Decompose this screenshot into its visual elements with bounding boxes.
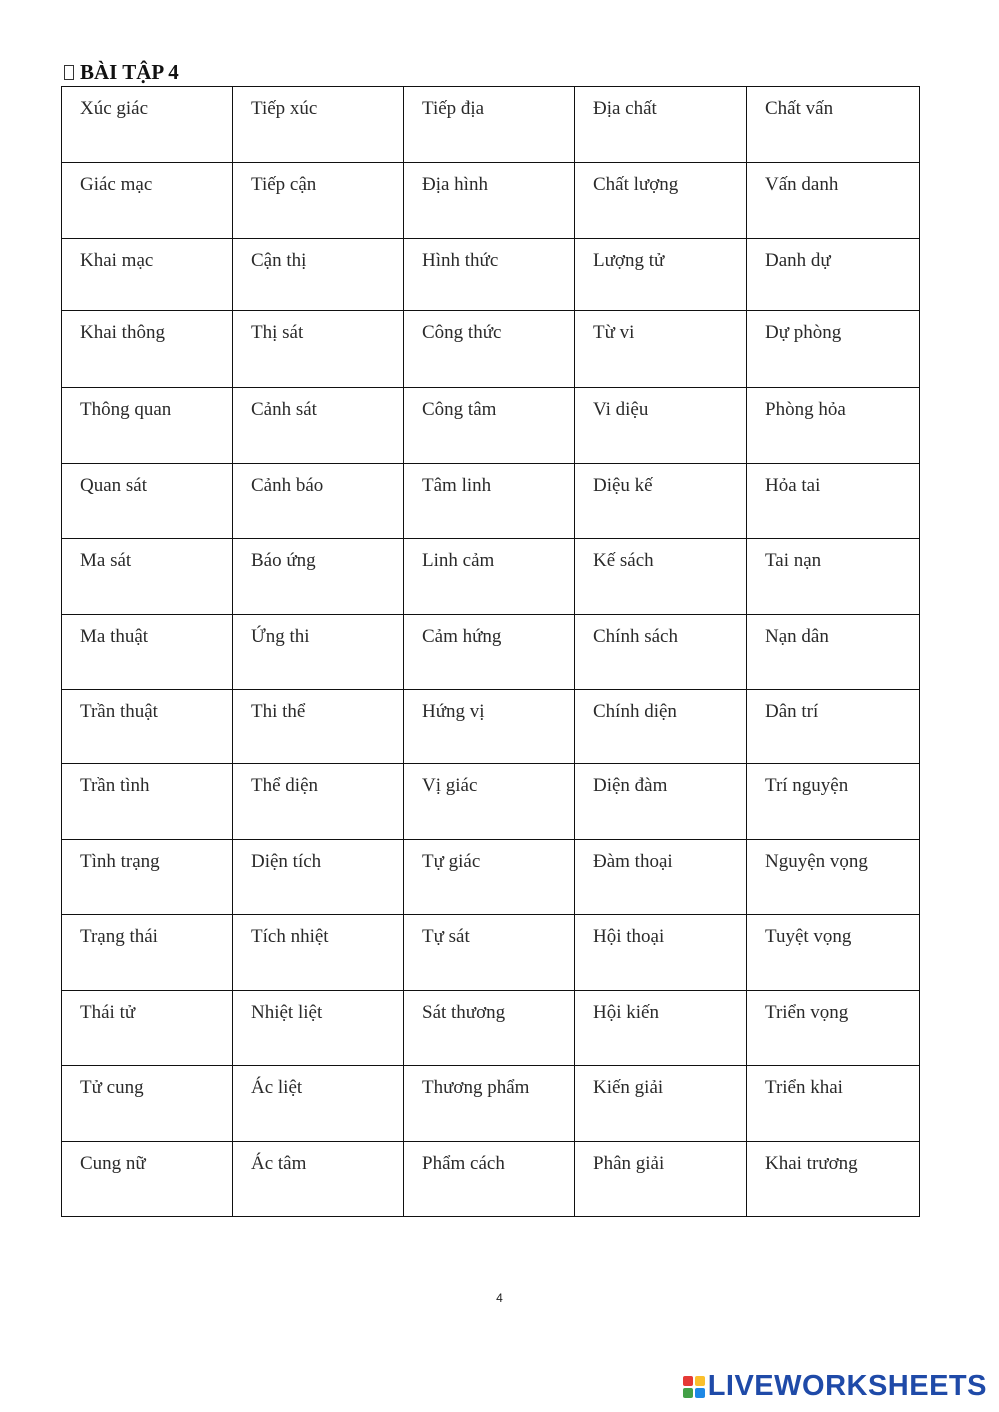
table-row	[62, 915, 920, 991]
table-cell: Công thức	[404, 311, 575, 388]
word-table	[61, 86, 920, 1217]
table-cell: Trạng thái	[62, 915, 233, 991]
table-cell: Chính sách	[575, 615, 747, 690]
table-cell: Danh dự	[747, 239, 920, 311]
table-cell: Hình thức	[404, 239, 575, 311]
table-cell: Địa chất	[575, 87, 747, 163]
table-cell: Tiếp xúc	[233, 87, 404, 163]
liveworksheets-brand	[683, 1370, 987, 1403]
table-row	[62, 464, 920, 539]
table-row	[62, 388, 920, 464]
table-cell: Phẩm cách	[404, 1142, 575, 1217]
table-cell: Khai trương	[747, 1142, 920, 1217]
table-row	[62, 690, 920, 764]
table-cell: Tiếp địa	[404, 87, 575, 163]
table-cell: Diện tích	[233, 840, 404, 915]
table-cell: Thái tử	[62, 991, 233, 1066]
table-cell: Cảm hứng	[404, 615, 575, 690]
table-cell: Công tâm	[404, 388, 575, 464]
table-cell: Từ vi	[575, 311, 747, 388]
table-cell: Chính diện	[575, 690, 747, 764]
exercise-heading	[64, 60, 179, 85]
table-row	[62, 87, 920, 163]
page-number: 4	[496, 1291, 503, 1305]
table-row	[62, 163, 920, 239]
table-cell: Khai mạc	[62, 239, 233, 311]
table-row	[62, 311, 920, 388]
table-cell: Sát thương	[404, 991, 575, 1066]
table-cell: Đàm thoại	[575, 840, 747, 915]
table-cell: Kiến giải	[575, 1066, 747, 1142]
table-row	[62, 615, 920, 690]
table-row	[62, 539, 920, 615]
table-cell: Tự giác	[404, 840, 575, 915]
table-cell: Tai nạn	[747, 539, 920, 615]
table-cell: Tự sát	[404, 915, 575, 991]
table-cell: Nạn dân	[747, 615, 920, 690]
table-cell: Ma thuật	[62, 615, 233, 690]
table-row	[62, 764, 920, 840]
brand-name: LIVEWORKSHEETS	[707, 1370, 987, 1402]
table-cell: Phân giải	[575, 1142, 747, 1217]
table-cell: Tử cung	[62, 1066, 233, 1142]
table-row	[62, 1066, 920, 1142]
table-cell: Thị sát	[233, 311, 404, 388]
table-cell: Chất vấn	[747, 87, 920, 163]
table-cell: Hỏa tai	[747, 464, 920, 539]
table-cell: Diệu kế	[575, 464, 747, 539]
table-cell: Trí nguyện	[747, 764, 920, 840]
table-cell: Ác tâm	[233, 1142, 404, 1217]
table-cell: Hội kiến	[575, 991, 747, 1066]
table-cell: Dân trí	[747, 690, 920, 764]
table-cell: Thương phẩm	[404, 1066, 575, 1142]
table-cell: Quan sát	[62, 464, 233, 539]
table-cell: Vi diệu	[575, 388, 747, 464]
table-cell: Ác liệt	[233, 1066, 404, 1142]
missing-glyph-icon	[64, 65, 74, 80]
table-cell: Phòng hỏa	[747, 388, 920, 464]
table-cell: Ma sát	[62, 539, 233, 615]
table-cell: Hứng vị	[404, 690, 575, 764]
table-cell: Hội thoại	[575, 915, 747, 991]
table-cell: Thể diện	[233, 764, 404, 840]
table-cell: Tình trạng	[62, 840, 233, 915]
table-cell: Giác mạc	[62, 163, 233, 239]
table-cell: Tuyệt vọng	[747, 915, 920, 991]
table-cell: Diện đàm	[575, 764, 747, 840]
table-cell: Dự phòng	[747, 311, 920, 388]
table-row	[62, 239, 920, 311]
exercise-title: BÀI TẬP 4	[80, 60, 179, 84]
liveworksheets-logo-icon	[683, 1376, 705, 1398]
table-cell: Khai thông	[62, 311, 233, 388]
table-cell: Chất lượng	[575, 163, 747, 239]
table-row	[62, 1142, 920, 1217]
table-cell: Cận thị	[233, 239, 404, 311]
table-cell: Lượng tử	[575, 239, 747, 311]
table-cell: Vấn danh	[747, 163, 920, 239]
table-cell: Tích nhiệt	[233, 915, 404, 991]
table-cell: Trần thuật	[62, 690, 233, 764]
table-cell: Triển vọng	[747, 991, 920, 1066]
table-cell: Thi thể	[233, 690, 404, 764]
table-cell: Nguyện vọng	[747, 840, 920, 915]
table-cell: Tiếp cận	[233, 163, 404, 239]
table-cell: Kế sách	[575, 539, 747, 615]
table-cell: Xúc giác	[62, 87, 233, 163]
table-cell: Nhiệt liệt	[233, 991, 404, 1066]
table-cell: Báo ứng	[233, 539, 404, 615]
table-cell: Trần tình	[62, 764, 233, 840]
table-cell: Vị giác	[404, 764, 575, 840]
table-cell: Ứng thi	[233, 615, 404, 690]
table-cell: Linh cảm	[404, 539, 575, 615]
table-cell: Cảnh báo	[233, 464, 404, 539]
table-cell: Địa hình	[404, 163, 575, 239]
table-cell: Triển khai	[747, 1066, 920, 1142]
table-cell: Thông quan	[62, 388, 233, 464]
table-cell: Cảnh sát	[233, 388, 404, 464]
table-cell: Cung nữ	[62, 1142, 233, 1217]
table-row	[62, 991, 920, 1066]
table-cell: Tâm linh	[404, 464, 575, 539]
table-row	[62, 840, 920, 915]
